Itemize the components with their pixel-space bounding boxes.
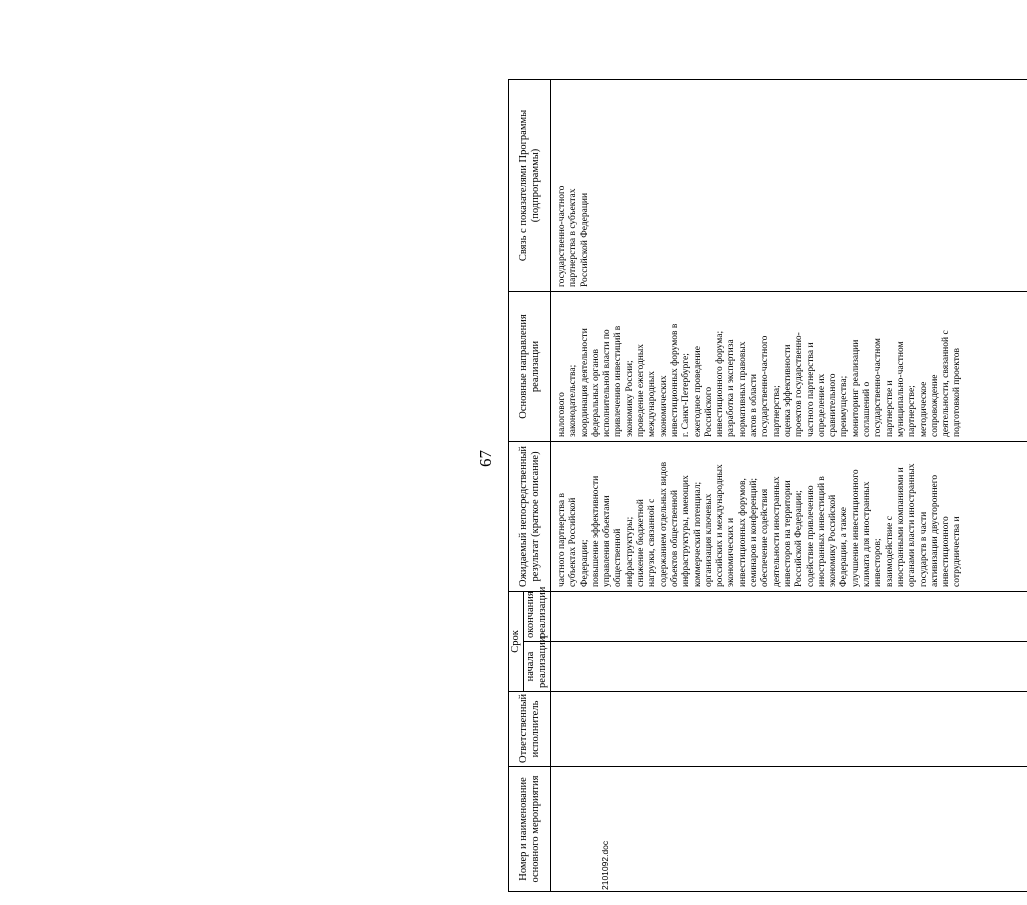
cell-line: российских и международных bbox=[715, 464, 726, 587]
cell-measure bbox=[551, 767, 1027, 892]
cell-line: сотрудничества и bbox=[952, 516, 963, 587]
header-start: начала реализации bbox=[524, 642, 551, 692]
header-term: Срок bbox=[509, 591, 524, 691]
cell-line: г. Санкт-Петербурге; bbox=[681, 353, 692, 437]
cell-line: повышение эффективности bbox=[590, 475, 601, 587]
cell-line: экономику России; bbox=[624, 360, 635, 437]
cell-line: инвесторов; bbox=[873, 538, 884, 587]
cell-line: инвестиционного форума; bbox=[715, 330, 726, 437]
cell-line: Федерации, а также bbox=[839, 507, 850, 587]
cell-executor bbox=[551, 692, 1027, 767]
cell-line: семинаров и конференций; bbox=[749, 477, 760, 587]
cell-line: государственно-частного bbox=[760, 335, 771, 437]
header-measure: Номер и наименование основного мероприятия bbox=[509, 767, 551, 892]
cell-directions bbox=[551, 291, 1027, 441]
cell-line: методическое bbox=[918, 381, 929, 437]
cell-line: проектов государственно- bbox=[794, 332, 805, 437]
cell-line: партнерства; bbox=[771, 385, 782, 437]
rotated-sheet bbox=[20, 12, 963, 892]
cell-line: сравнительного bbox=[828, 373, 839, 437]
cell-line: экономических и bbox=[726, 517, 737, 587]
header-row-1 bbox=[509, 79, 524, 891]
cell-line: Российского bbox=[703, 386, 714, 437]
cell-line: объектов общественной bbox=[669, 490, 680, 587]
cell-line: подготовкой проектов bbox=[952, 348, 963, 437]
cell-line: координация деятельности bbox=[579, 328, 590, 437]
cell-link bbox=[551, 79, 1027, 291]
cell-line: преимущества; bbox=[839, 375, 850, 437]
cell-result bbox=[551, 441, 1027, 591]
header-end: окончания реализации bbox=[524, 591, 551, 641]
cell-line: оценка эффективности bbox=[782, 344, 793, 437]
cell-line: проведение ежегодных bbox=[636, 344, 647, 437]
cell-line: разработка и экспертиза bbox=[726, 339, 737, 437]
cell-line: экономических bbox=[658, 375, 669, 437]
cell-line: иностранными компаниями и bbox=[895, 467, 906, 587]
cell-line: субъектах Российской bbox=[568, 497, 579, 587]
cell-line: нагрузки, связанной с bbox=[647, 498, 658, 587]
cell-line: налогового bbox=[557, 392, 567, 437]
table-row bbox=[551, 79, 1027, 891]
cell-line: ежегодное проведение bbox=[692, 346, 703, 437]
cell-line: климата для иностранных bbox=[862, 481, 873, 587]
cell-line: общественной bbox=[613, 528, 624, 587]
cell-line: инвестиционного bbox=[941, 516, 952, 587]
cell-line: исполнительной власти по bbox=[602, 329, 613, 437]
cell-line: обеспечение содействия bbox=[760, 488, 771, 587]
header-result: Ожидаемый непосредственный результат (краткое описание) bbox=[509, 441, 551, 591]
header-directions: Основные направления реализации bbox=[509, 291, 551, 441]
cell-line: инвестиционных форумов в bbox=[669, 323, 680, 437]
cell-line: привлечению инвестиций в bbox=[613, 325, 624, 437]
cell-line: партнерстве; bbox=[907, 385, 918, 437]
cell-line: мониторинг реализации bbox=[850, 339, 861, 437]
cell-line: определение их bbox=[816, 373, 827, 437]
header-link: Связь с показателями Программы (подпрограммы) bbox=[509, 79, 551, 291]
cell-line: Федерации; bbox=[579, 539, 590, 587]
cell-line: федеральных органов bbox=[590, 349, 601, 437]
cell-line: улучшение инвестиционного bbox=[850, 469, 861, 587]
cell-end bbox=[551, 591, 1027, 641]
cell-line: партнерства в субъектах bbox=[568, 188, 579, 287]
header-executor: Ответственный исполнитель bbox=[509, 692, 551, 767]
cell-line: содействие привлечению bbox=[805, 485, 816, 587]
cell-line: иностранных инвестиций в bbox=[816, 476, 827, 587]
cell-line: Российской Федерации; bbox=[794, 490, 805, 587]
cell-line: взаимодействие с bbox=[884, 516, 895, 587]
cell-start bbox=[551, 642, 1027, 692]
cell-line: государств в части bbox=[918, 511, 929, 587]
cell-line: органами власти иностранных bbox=[907, 463, 918, 587]
cell-line: Российской Федерации bbox=[579, 192, 590, 287]
measures-table bbox=[508, 79, 1027, 892]
cell-line: деятельности, связанной с bbox=[941, 330, 952, 437]
cell-line: партнерстве и bbox=[884, 380, 895, 437]
cell-line: инфраструктуры; bbox=[624, 516, 635, 587]
cell-line: снижение бюджетной bbox=[636, 499, 647, 587]
cell-line: экономику Российской bbox=[828, 494, 839, 587]
page-number: 67 bbox=[476, 450, 495, 467]
cell-line: инвесторов на территории bbox=[782, 480, 793, 587]
cell-line: активизации двустороннего bbox=[929, 474, 940, 587]
cell-line: государственно-частного bbox=[557, 185, 567, 287]
cell-line: инфраструктуры, имеющих bbox=[681, 475, 692, 587]
cell-line: государственно-частном bbox=[873, 338, 884, 437]
cell-line: организация ключевых bbox=[703, 493, 714, 587]
cell-line: коммерческий потенциал; bbox=[692, 481, 703, 587]
cell-line: международных bbox=[647, 371, 658, 437]
cell-line: законодательства; bbox=[568, 364, 579, 437]
cell-line: актов в области bbox=[749, 374, 760, 437]
cell-line: частного партнерства в bbox=[557, 493, 567, 587]
cell-line: соглашений о bbox=[862, 381, 873, 437]
cell-line: инвестиционных форумов, bbox=[737, 478, 748, 587]
cell-line: сопровождение bbox=[929, 374, 940, 437]
cell-line: частного партнерства и bbox=[805, 342, 816, 437]
cell-line: деятельности иностранных bbox=[771, 476, 782, 587]
document-id: 2101092.doc bbox=[600, 840, 610, 890]
cell-line: содержанием отдельных видов bbox=[658, 461, 669, 587]
cell-line: муниципально-частном bbox=[895, 341, 906, 437]
cell-line: управления объектами bbox=[602, 495, 613, 587]
cell-line: нормативных правовых bbox=[737, 341, 748, 437]
